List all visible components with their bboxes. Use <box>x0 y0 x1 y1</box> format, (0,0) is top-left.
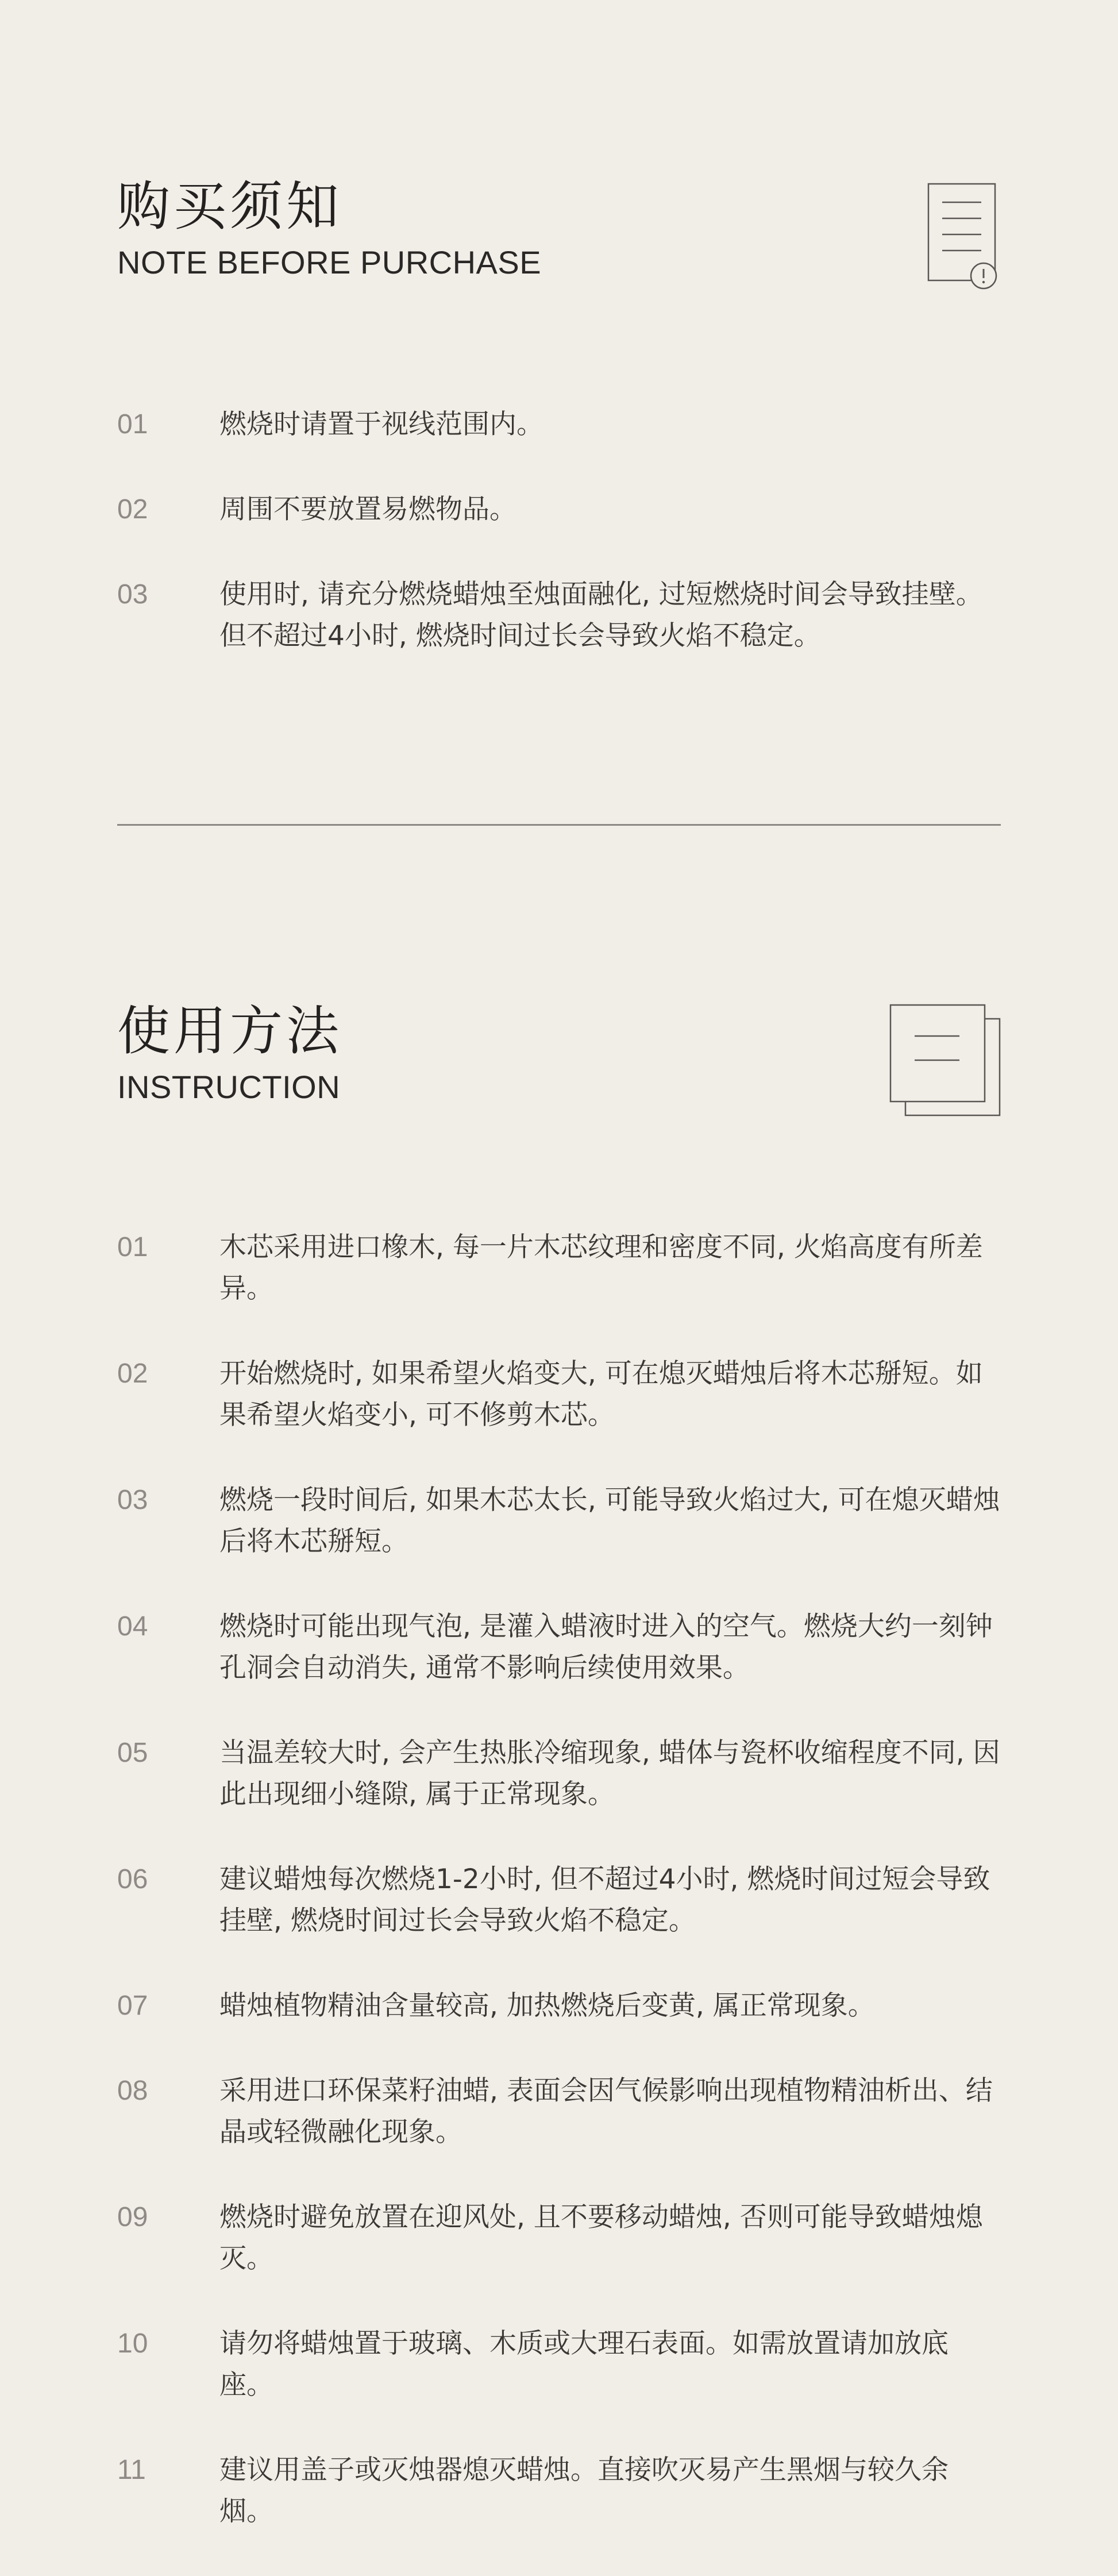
item-text: 建议蜡烛每次燃烧1-2小时, 但不超过4小时, 燃烧时间过短会导致挂壁, 燃烧时间过长会导致火焰不稳定。 <box>219 1863 990 1936</box>
instruction-section <box>117 997 1001 2527</box>
item-text: 采用进口环保菜籽油蜡, 表面会因气候影响出现植物精油析出、结晶或轻微融化现象。 <box>219 2075 993 2148</box>
item-text: 请勿将蜡烛置于玻璃、木质或大理石表面。如需放置请加放底座。 <box>219 2328 949 2401</box>
item-text: 周围不要放置易燃物品。 <box>219 494 516 525</box>
item-text: 燃烧一段时间后, 如果木芯太长, 可能导致火焰过大, 可在熄灭蜡烛后将木芯掰短。 <box>219 1484 1000 1557</box>
list-item <box>117 489 1001 530</box>
list-item <box>117 1606 1001 1689</box>
item-number: 02 <box>117 1358 148 1389</box>
purchase-notes-list <box>117 404 1001 700</box>
instruction-title: 使用方法 <box>117 1000 343 1062</box>
list-item <box>117 2323 1001 2406</box>
list-item <box>117 1353 1001 1436</box>
item-number: 05 <box>117 1738 148 1768</box>
item-number: 11 <box>117 2455 146 2485</box>
list-item <box>117 1859 1001 1942</box>
instruction-list <box>117 1227 1001 2576</box>
list-item <box>117 1480 1001 1562</box>
list-item <box>117 2450 1001 2532</box>
list-item <box>117 1985 1001 2027</box>
purchase-subtitle: NOTE BEFORE PURCHASE <box>117 244 542 280</box>
item-number: 08 <box>117 2076 148 2106</box>
section-divider <box>117 824 1001 826</box>
item-text: 燃烧时可能出现气泡, 是灌入蜡液时进入的空气。燃烧大约一刻钟孔洞会自动消失, 通常不影响后续使用效果。 <box>219 1611 993 1684</box>
item-text: 燃烧时请置于视线范围内。 <box>219 409 543 440</box>
list-item <box>117 404 1001 445</box>
stacked-documents-icon <box>888 1003 1001 1120</box>
list-item <box>117 574 1001 657</box>
list-item <box>117 2070 1001 2153</box>
item-number: 09 <box>117 2202 148 2232</box>
item-number: 07 <box>117 1990 148 2021</box>
item-text: 当温差较大时, 会产生热胀冷缩现象, 蜡体与瓷杯收缩程度不同, 因此出现细小缝隙, 属于正常现象。 <box>219 1737 1000 1810</box>
item-number: 01 <box>117 409 148 440</box>
document-alert-icon <box>915 177 1001 292</box>
item-number: 03 <box>117 1485 148 1515</box>
list-item <box>117 1227 1001 1310</box>
instruction-subtitle: INSTRUCTION <box>117 1069 341 1105</box>
item-number: 02 <box>117 494 148 525</box>
item-text: 使用时, 请充分燃烧蜡烛至烛面融化, 过短燃烧时间会导致挂壁。但不超过4小时, 燃烧时间过长会导致火焰不稳定。 <box>219 579 983 652</box>
item-number: 10 <box>117 2328 148 2359</box>
item-text: 燃烧时避免放置在迎风处, 且不要移动蜡烛, 否则可能导致蜡烛熄灭。 <box>219 2201 983 2274</box>
purchase-notes-section <box>117 172 1001 652</box>
item-text: 蜡烛植物精油含量较高, 加热燃烧后变黄, 属正常现象。 <box>219 1990 875 2021</box>
item-number: 01 <box>117 1232 148 1262</box>
item-number: 04 <box>117 1611 148 1642</box>
purchase-title: 购买须知 <box>117 176 343 237</box>
list-item <box>117 2197 1001 2279</box>
item-number: 06 <box>117 1864 148 1895</box>
item-text: 开始燃烧时, 如果希望火焰变大, 可在熄灭蜡烛后将木芯掰短。如果希望火焰变小, 可不修剪木芯。 <box>219 1358 983 1431</box>
item-number: 03 <box>117 579 148 610</box>
item-text: 木芯采用进口橡木, 每一片木芯纹理和密度不同, 火焰高度有所差异。 <box>219 1231 983 1304</box>
list-item <box>117 1732 1001 1815</box>
item-text: 建议用盖子或灭烛器熄灭蜡烛。直接吹灭易产生黑烟与较久余烟。 <box>219 2454 949 2527</box>
